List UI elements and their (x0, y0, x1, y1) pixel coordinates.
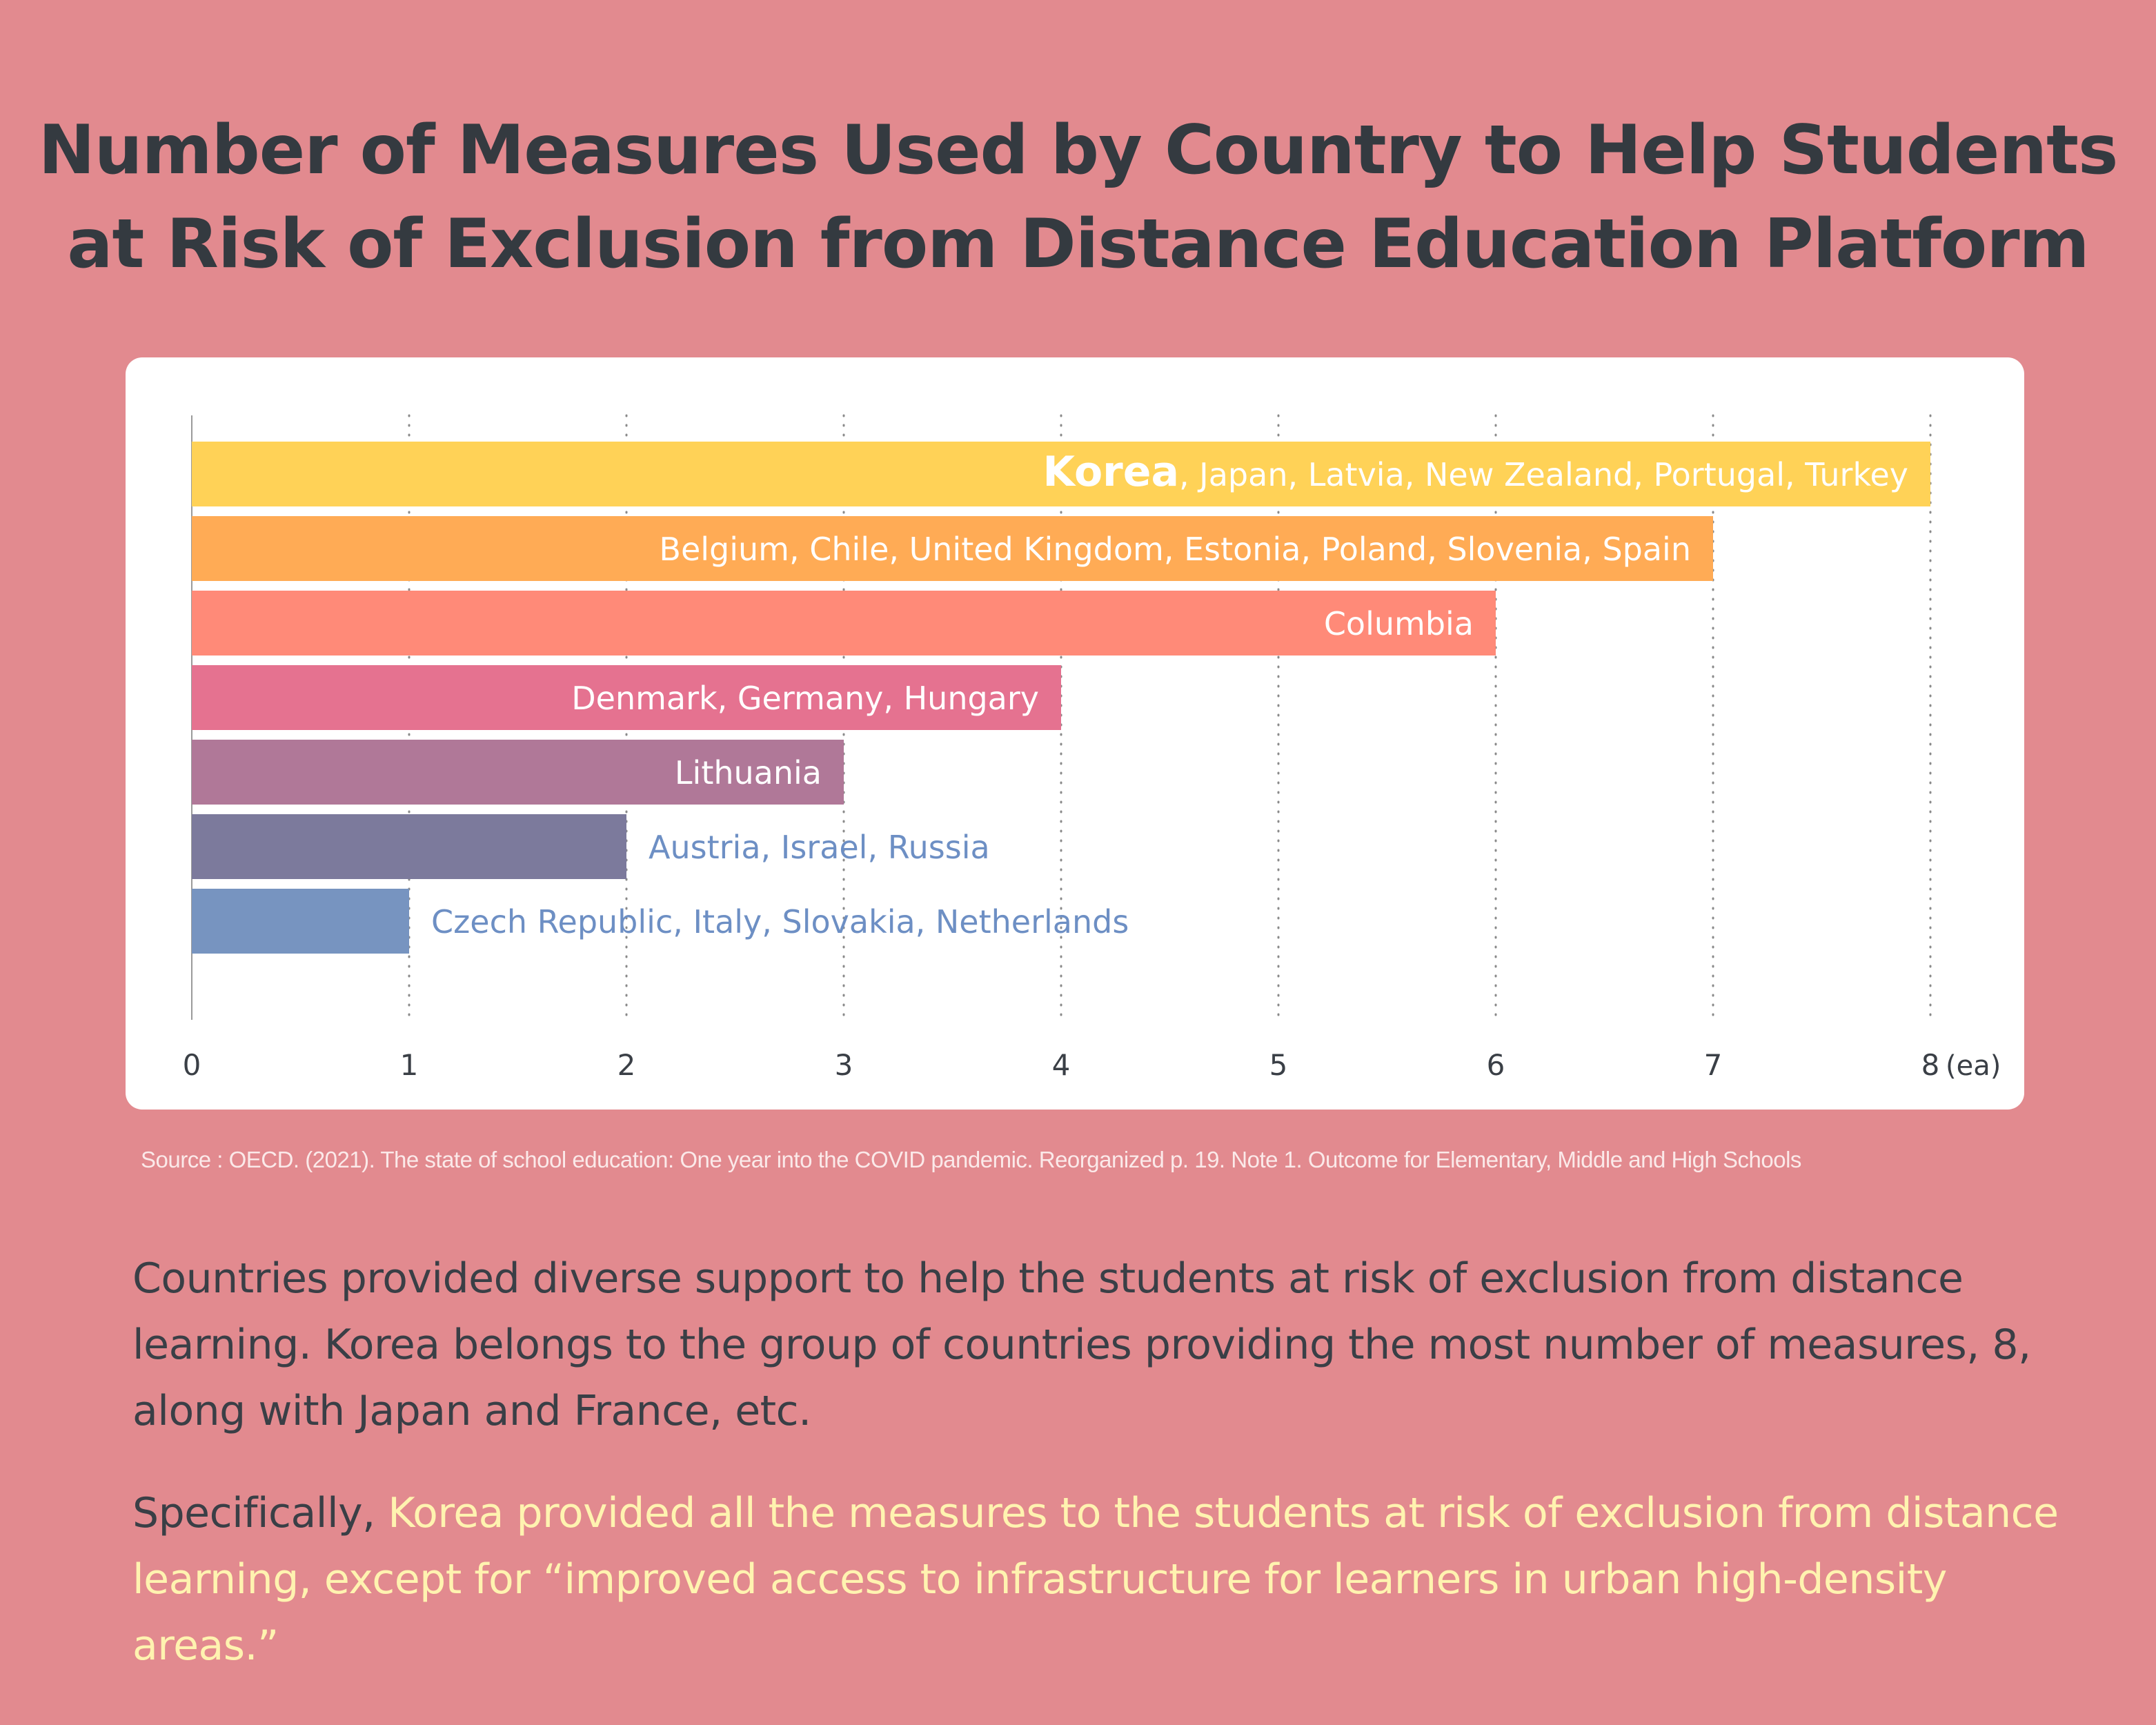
bar-label: Austria, Israel, Russia (649, 829, 990, 866)
bar-label: Columbia (1323, 605, 1474, 642)
detail-highlight: Korea provided all the measures to the students at risk of exclusion from distance learning, except for “improved access to infrastructure for learners in urban high-density areas.” (132, 1489, 2059, 1670)
bar-chart (126, 357, 2024, 1110)
summary-paragraph: Countries provided diverse support to help the students at risk of exclusion from distance learning. Korea belongs to the group of countries providing the most number of measures, 8, along with Japan and France, etc. (132, 1254, 2031, 1435)
bar (192, 814, 626, 879)
x-tick-label: 1 (399, 1048, 419, 1082)
bar-label: Korea, Japan, Latvia, New Zealand, Portugal, Turkey (1042, 448, 1908, 496)
bar-label: Denmark, Germany, Hungary (571, 680, 1039, 717)
x-tick-label: 8 (1921, 1048, 1940, 1082)
detail-paragraph (132, 1480, 2078, 1679)
bar (192, 591, 1496, 656)
unit-label: (ea) (1946, 1050, 2001, 1082)
x-tick-label: 5 (1269, 1048, 1288, 1082)
detail-lead: Specifically, (132, 1489, 388, 1537)
title-line-1: Number of Measures Used by Country to Help Students (38, 111, 2118, 190)
x-tick-label: 2 (617, 1048, 636, 1082)
page-title (0, 103, 2156, 291)
x-tick-label: 7 (1703, 1048, 1723, 1082)
x-tick-label: 3 (834, 1048, 853, 1082)
source-note: Source : OECD. (2021). The state of school education: One year into the COVID pandemic. Reorganized p. 19. Note 1. Outcome for Elementary, Middle and High Schools (141, 1147, 1801, 1172)
x-tick-label: 6 (1486, 1048, 1505, 1082)
x-tick-label: 0 (182, 1048, 201, 1082)
chart-card (126, 357, 2024, 1110)
bar (192, 889, 409, 954)
bar-label: Czech Republic, Italy, Slovakia, Netherlands (431, 903, 1129, 940)
x-tick-label: 4 (1051, 1048, 1071, 1082)
title-line-2: at Risk of Exclusion from Distance Education Platform (67, 205, 2089, 284)
bar-label: Belgium, Chile, United Kingdom, Estonia, Poland, Slovenia, Spain (659, 531, 1691, 568)
bar-label: Lithuania (674, 754, 822, 791)
